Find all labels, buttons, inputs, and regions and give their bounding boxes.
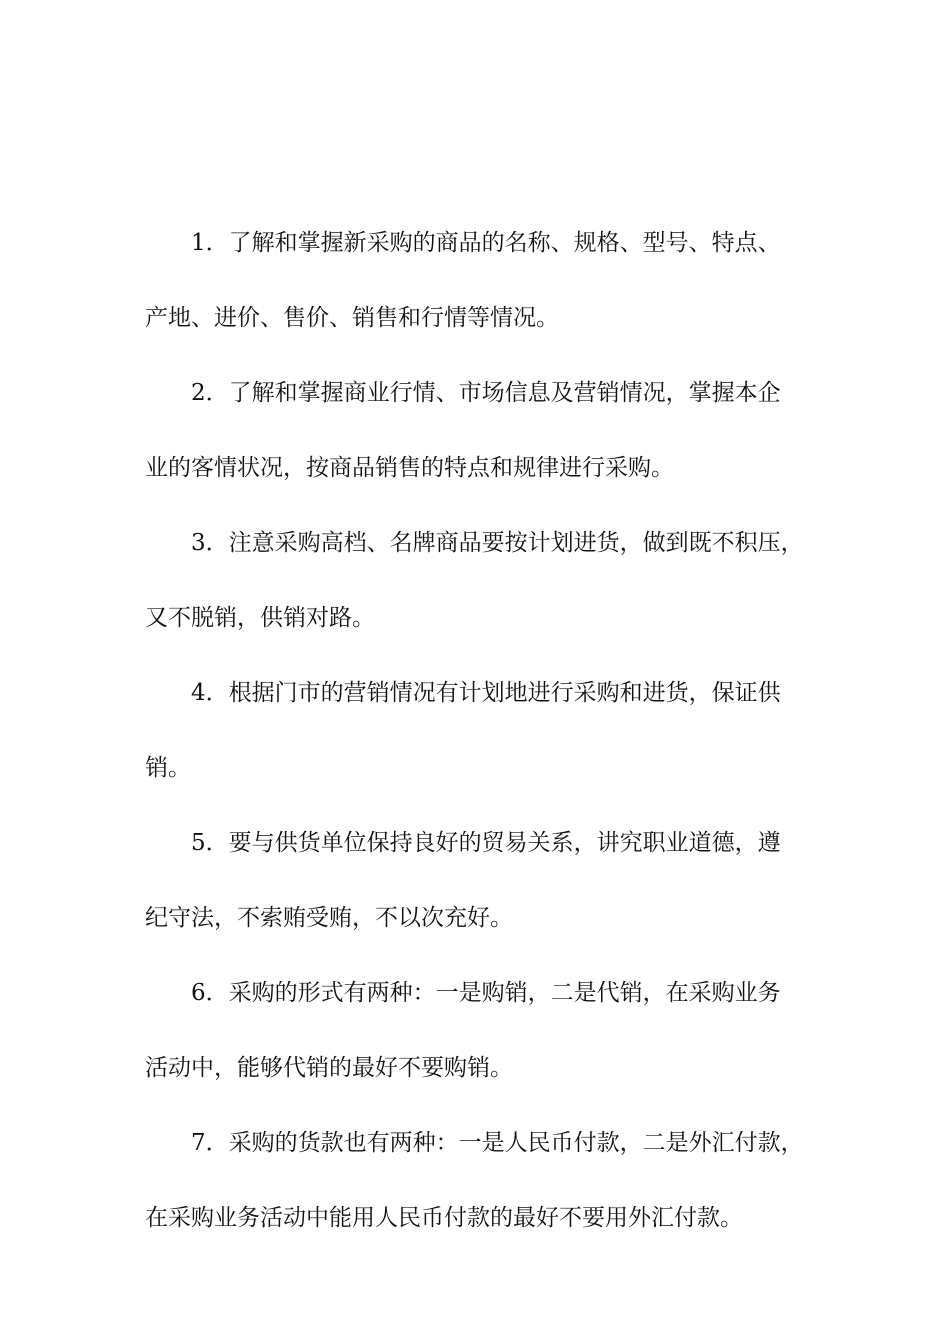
paragraph-line: 5．要与供货单位保持良好的贸易关系，讲究职业道德，遵 (191, 830, 781, 856)
paragraph-5 (145, 806, 810, 956)
paragraph-line: 2．了解和掌握商业行情、市场信息及营销情况，掌握本企 (191, 380, 781, 406)
paragraph-line: 6．采购的形式有两种：一是购销，二是代销，在采购业务 (191, 980, 781, 1006)
paragraph-line: 产地、进价、售价、销售和行情等情况。 (145, 305, 559, 331)
paragraph-2 (145, 356, 810, 506)
paragraph-line: 纪守法，不索贿受贿，不以次充好。 (145, 905, 513, 931)
paragraph-line: 又不脱销，供销对路。 (145, 605, 375, 631)
paragraph-7 (145, 1106, 810, 1256)
paragraph-3 (145, 506, 810, 656)
paragraph-line: 3．注意采购高档、名牌商品要按计划进货，做到既不积压， (191, 530, 804, 556)
paragraph-line: 活动中，能够代销的最好不要购销。 (145, 1055, 513, 1081)
paragraph-4 (145, 656, 810, 806)
paragraph-line: 业的客情状况，按商品销售的特点和规律进行采购。 (145, 455, 674, 481)
paragraph-6 (145, 956, 810, 1106)
paragraph-line: 4．根据门市的营销情况有计划地进行采购和进货，保证供 (191, 680, 781, 706)
document-body (145, 206, 810, 1256)
paragraph-line: 1．了解和掌握新采购的商品的名称、规格、型号、特点、 (191, 230, 781, 256)
paragraph-1 (145, 206, 810, 356)
paragraph-line: 7．采购的货款也有两种：一是人民币付款，二是外汇付款， (191, 1130, 804, 1156)
paragraph-line: 在采购业务活动中能用人民币付款的最好不要用外汇付款。 (145, 1205, 743, 1231)
paragraph-line: 销。 (145, 755, 191, 781)
